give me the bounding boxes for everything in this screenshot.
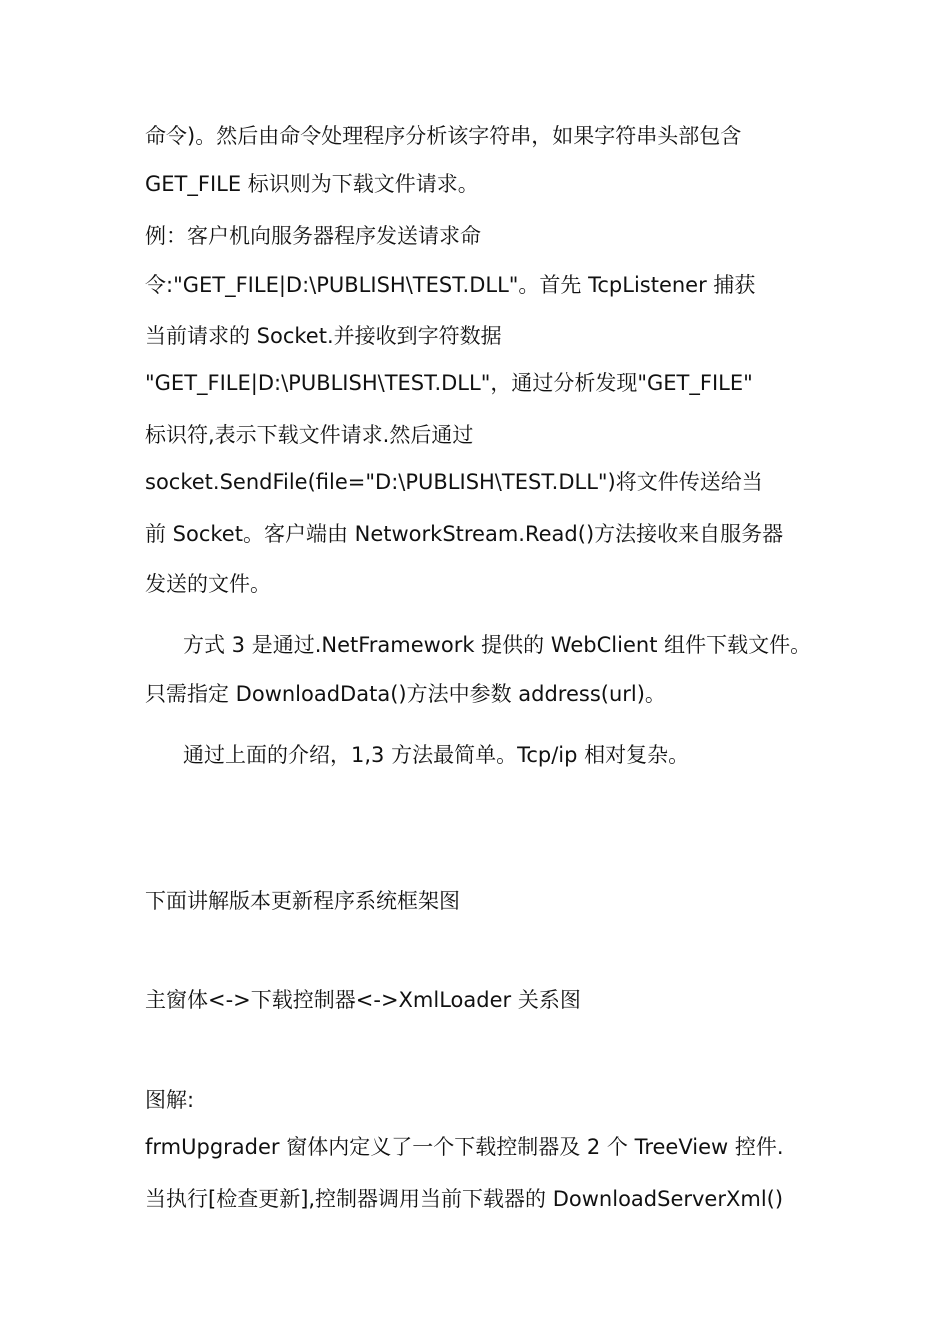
text-line: 命令)。然后由命令处理程序分析该字符串，如果字符串头部包含: [145, 124, 742, 148]
text-line: frmUpgrader 窗体内定义了一个下载控制器及 2 个 TreeView 控件.: [145, 1135, 784, 1159]
text-line: 当执行[检查更新],控制器调用当前下载器的 DownloadServerXml(): [145, 1187, 784, 1211]
text-line: 方式 3 是通过.NetFramework 提供的 WebClient 组件下载文件。: [183, 633, 812, 657]
text-line: 只需指定 DownloadData()方法中参数 address(url)。: [145, 682, 666, 706]
text-line: socket.SendFile(file="D:\PUBLISH\TEST.DLL")将文件传送给当: [145, 470, 763, 494]
text-line: 前 Socket。客户端由 NetworkStream.Read()方法接收来自服务器: [145, 522, 784, 546]
text-line: 发送的文件。: [145, 572, 271, 596]
section-heading: 主窗体<->下载控制器<->XmlLoader 关系图: [145, 988, 581, 1012]
text-line: GET_FILE 标识则为下载文件请求。: [145, 172, 479, 196]
text-line: 图解:: [145, 1088, 195, 1112]
text-line: 标识符,表示下载文件请求.然后通过: [145, 423, 474, 447]
text-line: "GET_FILE|D:\PUBLISH\TEST.DLL"，通过分析发现"GET_FILE": [145, 371, 753, 395]
text-line: 当前请求的 Socket.并接收到字符数据: [145, 324, 502, 348]
section-heading: 下面讲解版本更新程序系统框架图: [145, 889, 460, 913]
text-line: 通过上面的介绍，1,3 方法最简单。Tcp/ip 相对复杂。: [183, 743, 690, 767]
text-line: 令:"GET_FILE|D:\PUBLISH\TEST.DLL"。首先 TcpListener 捕获: [145, 273, 756, 297]
text-line: 例：客户机向服务器程序发送请求命: [145, 224, 481, 248]
